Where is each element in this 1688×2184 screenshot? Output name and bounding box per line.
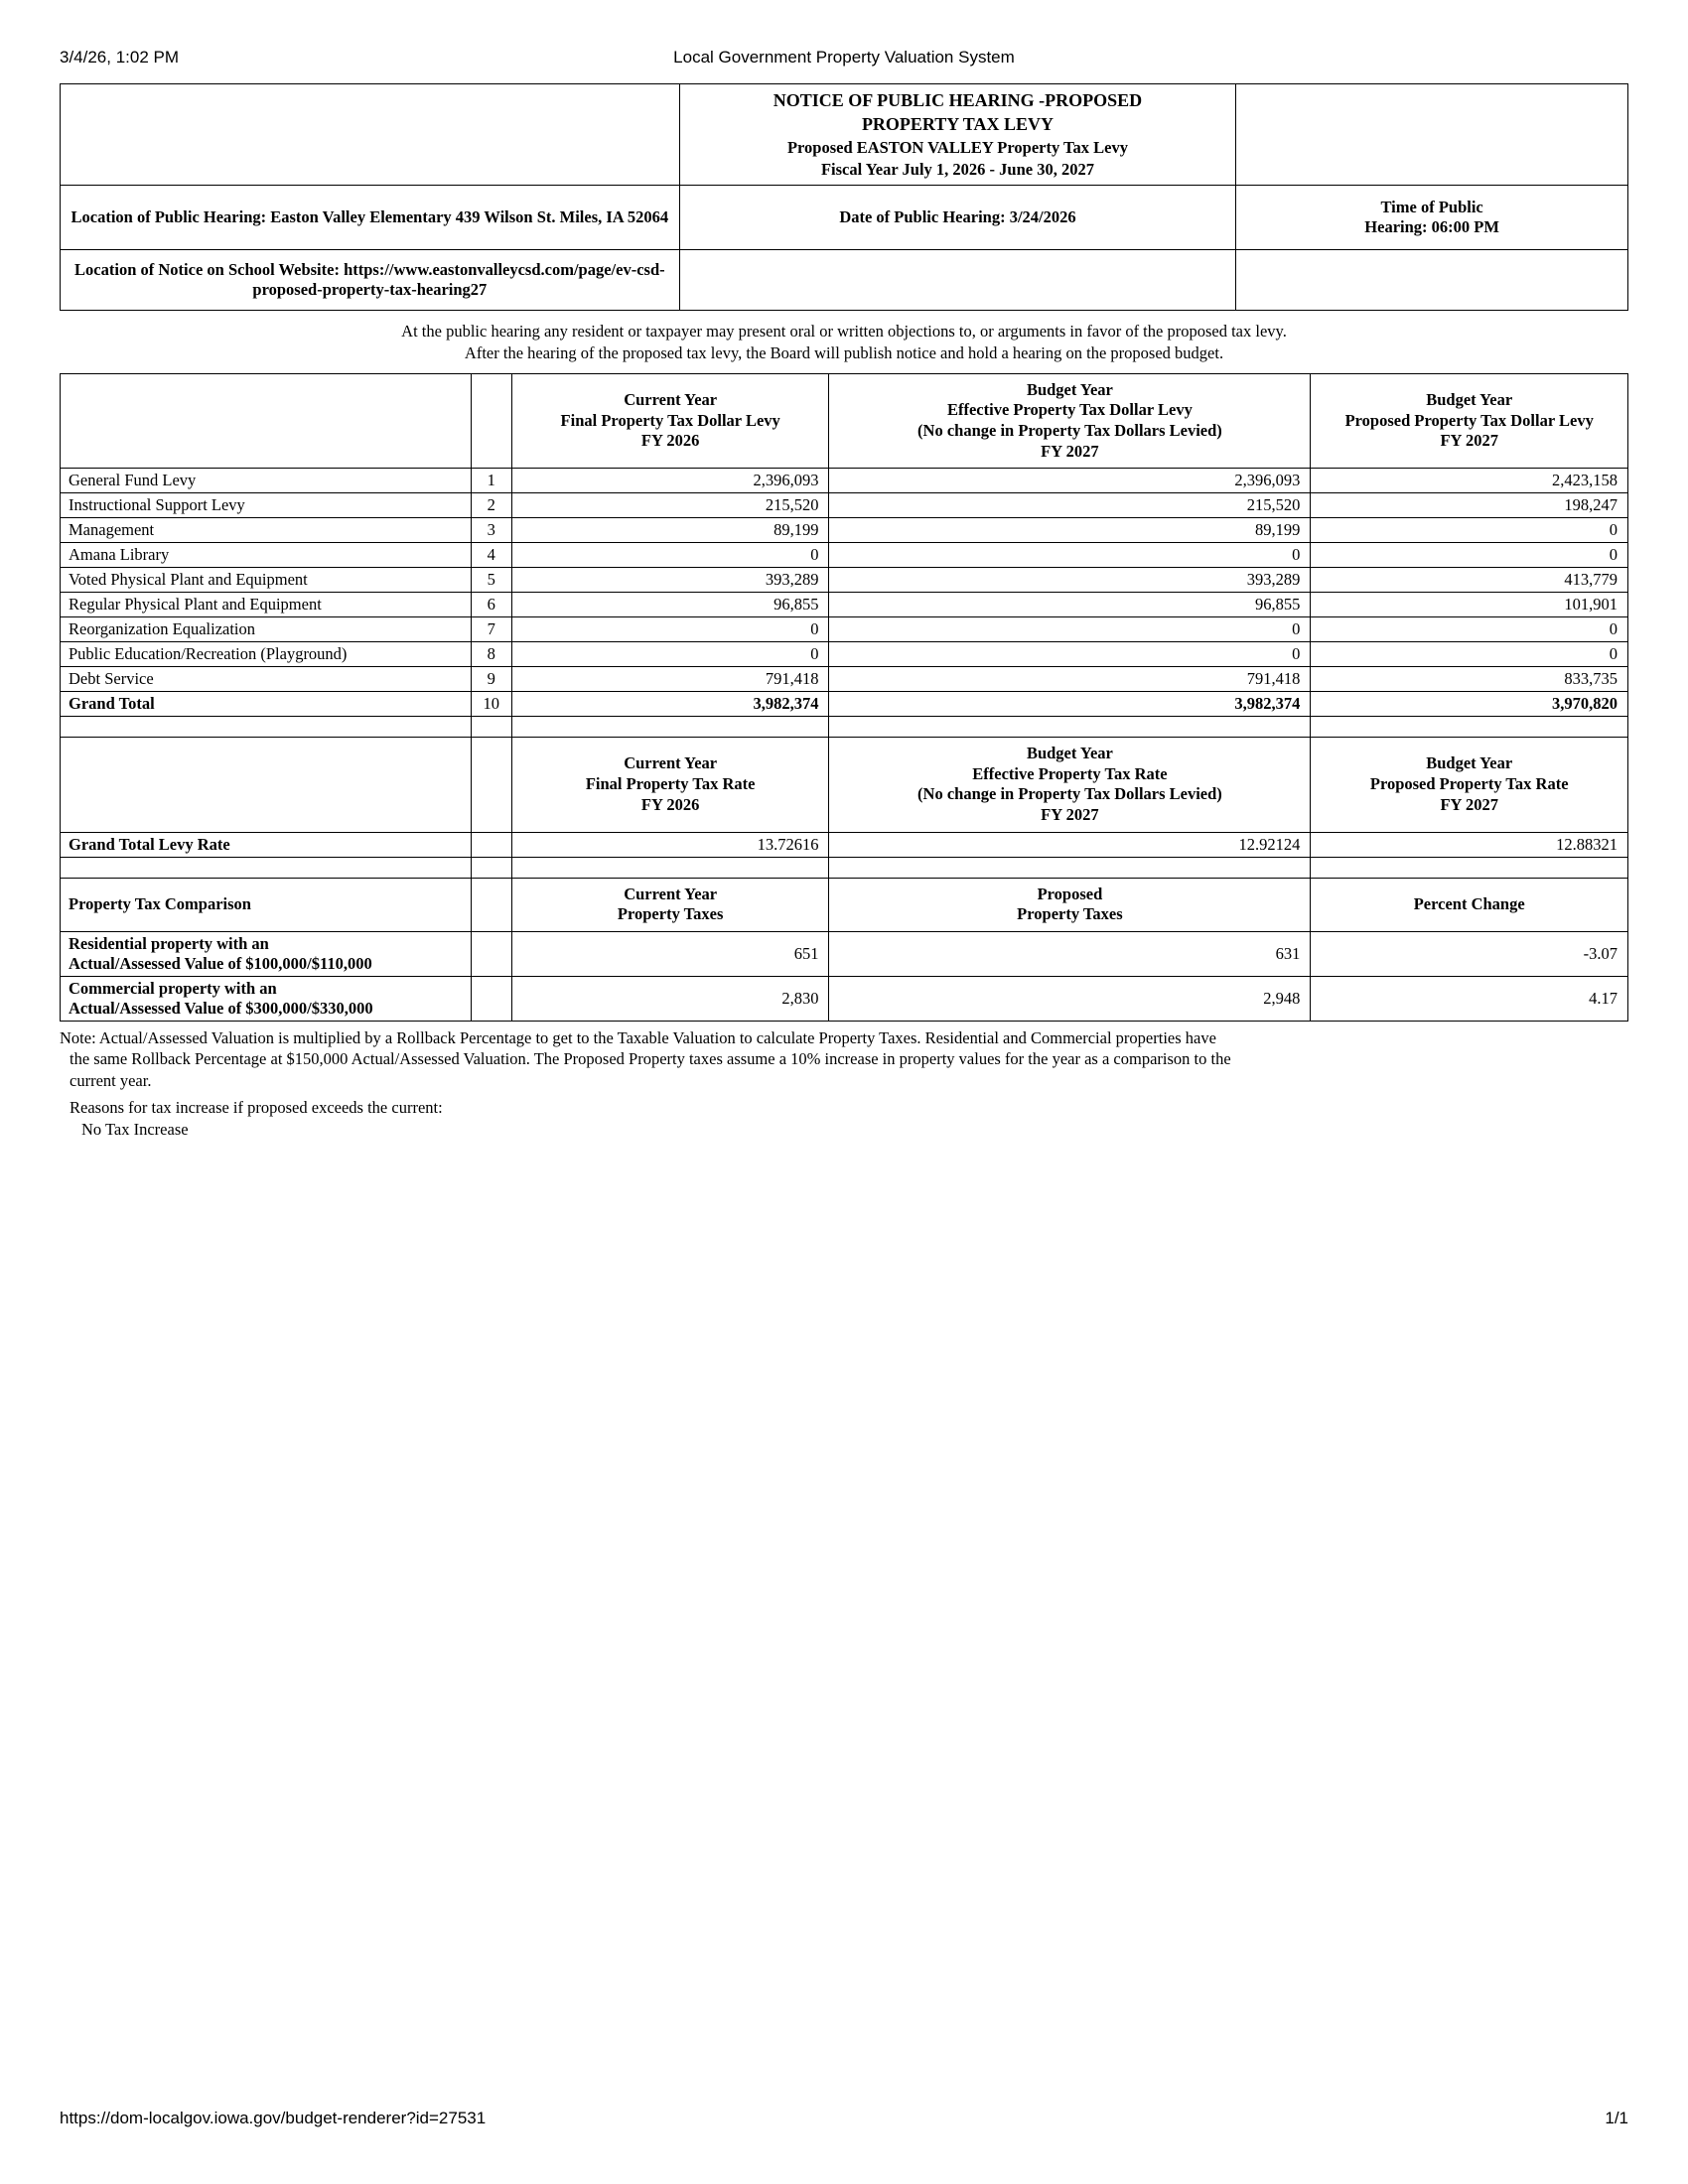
spacer-cell <box>1311 717 1628 738</box>
print-footer <box>60 2109 1628 2128</box>
date-of-hearing: Date of Public Hearing: 3/24/2026 <box>679 186 1236 250</box>
website-blank-cell-mid <box>679 250 1236 311</box>
levy-row-index: 9 <box>471 667 511 692</box>
levy-row-current: 0 <box>511 642 829 667</box>
print-header-title: Local Government Property Valuation System <box>673 48 1015 67</box>
comparison-row-index <box>471 976 511 1021</box>
comparison-row-label-l1: Commercial property with an <box>69 978 277 998</box>
levy-row-label: Debt Service <box>61 667 472 692</box>
comparison-row-residential <box>61 931 1628 976</box>
footnotes <box>60 1027 1628 1140</box>
table-row <box>61 667 1628 692</box>
comparison-header-current-l1: Current Year <box>624 884 718 903</box>
comparison-header-proposed-l2: Property Taxes <box>1017 904 1123 924</box>
levy-row-effective: 393,289 <box>829 568 1311 593</box>
table-row <box>61 493 1628 518</box>
spacer-cell <box>829 717 1311 738</box>
levy-row-current: 96,855 <box>511 593 829 617</box>
rate-header-effective-l2: Effective Property Tax Rate <box>972 763 1168 783</box>
comparison-row-label-l2: Actual/Assessed Value of $100,000/$110,000 <box>69 953 372 973</box>
levy-row-index: 7 <box>471 617 511 642</box>
levy-row-index: 2 <box>471 493 511 518</box>
comparison-header-percent: Percent Change <box>1311 878 1628 931</box>
levy-row-proposed: 3,970,820 <box>1311 692 1628 717</box>
levy-header-effective-l3: (No change in Property Tax Dollars Levied) <box>917 420 1222 440</box>
levy-row-proposed: 2,423,158 <box>1311 469 1628 493</box>
levy-row-proposed: 0 <box>1311 518 1628 543</box>
rate-header-current-l3: FY 2026 <box>640 794 700 814</box>
notice-title-line3: Proposed EASTON VALLEY Property Tax Levy <box>786 137 1128 157</box>
levy-row-proposed: 0 <box>1311 642 1628 667</box>
levy-row-label: Amana Library <box>61 543 472 568</box>
notice-title-row <box>61 84 1628 186</box>
comparison-row-percent: 4.17 <box>1311 976 1628 1021</box>
rate-row-index <box>471 832 511 857</box>
comparison-row-label-l1: Residential property with an <box>69 933 269 953</box>
levy-header-effective-l2: Effective Property Tax Dollar Levy <box>946 400 1193 420</box>
reasons-label: Reasons for tax increase if proposed exceeds the current: <box>70 1098 443 1118</box>
levy-row-current: 3,982,374 <box>511 692 829 717</box>
levy-row-effective: 215,520 <box>829 493 1311 518</box>
levy-spacer-row <box>61 717 1628 738</box>
rate-header-proposed-l3: FY 2027 <box>1440 794 1498 814</box>
comparison-row-percent: -3.07 <box>1311 931 1628 976</box>
spacer-cell <box>829 857 1311 878</box>
levy-row-current: 89,199 <box>511 518 829 543</box>
note-line1: Note: Actual/Assessed Valuation is multiplied by a Rollback Percentage to get to the Taxable Valuation to calculate Property Taxes. Residential and Commercial properties have <box>60 1027 1216 1047</box>
rate-header-proposed-l1: Budget Year <box>1426 753 1513 773</box>
comparison-header-current <box>511 878 829 931</box>
reasons-value: No Tax Increase <box>81 1119 189 1139</box>
table-row <box>61 617 1628 642</box>
levy-header-row <box>61 373 1628 469</box>
levy-row-label: Voted Physical Plant and Equipment <box>61 568 472 593</box>
hearing-note-line2: After the hearing of the proposed tax levy, the Board will publish notice and hold a hearing on the proposed budget. <box>464 343 1224 363</box>
rate-row-effective: 12.92124 <box>829 832 1311 857</box>
rate-total-row <box>61 832 1628 857</box>
comparison-row-label <box>61 931 472 976</box>
levy-row-proposed: 413,779 <box>1311 568 1628 593</box>
levy-row-label: General Fund Levy <box>61 469 472 493</box>
levy-row-current: 0 <box>511 617 829 642</box>
levy-row-index: 4 <box>471 543 511 568</box>
comparison-header-label: Property Tax Comparison <box>61 878 472 931</box>
levy-row-proposed: 198,247 <box>1311 493 1628 518</box>
levy-row-index: 10 <box>471 692 511 717</box>
levy-row-index: 1 <box>471 469 511 493</box>
note-line3: current year. <box>70 1070 152 1090</box>
notice-blank-cell-right <box>1236 84 1628 186</box>
footer-url: https://dom-localgov.iowa.gov/budget-renderer?id=27531 <box>60 2109 487 2127</box>
comparison-header-current-l2: Property Taxes <box>617 904 724 924</box>
levy-row-current: 791,418 <box>511 667 829 692</box>
levy-row-proposed: 833,735 <box>1311 667 1628 692</box>
levy-row-effective: 3,982,374 <box>829 692 1311 717</box>
levy-row-index: 6 <box>471 593 511 617</box>
levy-dollar-table <box>60 373 1628 1022</box>
levy-row-proposed: 0 <box>1311 543 1628 568</box>
levy-row-current: 2,396,093 <box>511 469 829 493</box>
levy-header-proposed-l1: Budget Year <box>1426 389 1513 409</box>
levy-header-effective-l1: Budget Year <box>1026 379 1113 399</box>
rate-header-proposed-l2: Proposed Property Tax Rate <box>1369 774 1569 794</box>
print-header <box>60 48 1628 69</box>
print-header-date: 3/4/26, 1:02 PM <box>60 48 180 67</box>
levy-row-effective: 0 <box>829 617 1311 642</box>
hearing-note <box>60 321 1628 365</box>
table-row-grand-total <box>61 692 1628 717</box>
comparison-header-proposed <box>829 878 1311 931</box>
website-notice-location: Location of Notice on School Website: https://www.eastonvalleycsd.com/page/ev-csd-proposed-property-tax-hearing27 <box>61 250 680 311</box>
levy-row-index: 3 <box>471 518 511 543</box>
comparison-header-row <box>61 878 1628 931</box>
levy-row-effective: 89,199 <box>829 518 1311 543</box>
spacer-cell <box>61 717 472 738</box>
table-row <box>61 518 1628 543</box>
levy-header-current-l3: FY 2026 <box>640 431 700 451</box>
note-line2: the same Rollback Percentage at $150,000 Actual/Assessed Valuation. The Proposed Property taxes assume a 10% increase in property values for the year as a comparison to the <box>70 1049 1231 1069</box>
rate-header-proposed <box>1311 738 1628 833</box>
levy-header-proposed-l2: Proposed Property Tax Dollar Levy <box>1344 410 1594 430</box>
levy-header-index <box>471 373 511 469</box>
time-of-hearing <box>1236 186 1628 250</box>
levy-row-effective: 0 <box>829 642 1311 667</box>
rate-header-effective <box>829 738 1311 833</box>
levy-header-effective <box>829 373 1311 469</box>
comparison-row-index <box>471 931 511 976</box>
rate-header-effective-l4: FY 2027 <box>1041 805 1099 825</box>
levy-row-label: Instructional Support Levy <box>61 493 472 518</box>
spacer-cell <box>471 717 511 738</box>
comparison-row-proposed: 2,948 <box>829 976 1311 1021</box>
rate-header-effective-l3: (No change in Property Tax Dollars Levied) <box>917 784 1222 804</box>
levy-row-proposed: 101,901 <box>1311 593 1628 617</box>
notice-title-line4: Fiscal Year July 1, 2026 - June 30, 2027 <box>820 159 1094 179</box>
notice-blank-cell-left <box>61 84 680 186</box>
time-of-hearing-line1: Time of Public <box>1380 197 1483 216</box>
comparison-row-proposed: 631 <box>829 931 1311 976</box>
comparison-row-current: 2,830 <box>511 976 829 1021</box>
table-row <box>61 642 1628 667</box>
levy-row-current: 393,289 <box>511 568 829 593</box>
table-row <box>61 593 1628 617</box>
levy-row-effective: 96,855 <box>829 593 1311 617</box>
location-of-hearing: Location of Public Hearing: Easton Valley Elementary 439 Wilson St. Miles, IA 52064 <box>61 186 680 250</box>
levy-header-current-l2: Final Property Tax Dollar Levy <box>560 410 780 430</box>
notice-title-line1: NOTICE OF PUBLIC HEARING -PROPOSED <box>773 90 1143 110</box>
comparison-header-proposed-l1: Proposed <box>1037 884 1103 903</box>
rate-row-current: 13.72616 <box>511 832 829 857</box>
levy-row-effective: 0 <box>829 543 1311 568</box>
rate-row-label: Grand Total Levy Rate <box>61 832 472 857</box>
rate-header-blank <box>61 738 472 833</box>
levy-header-current-l1: Current Year <box>624 389 718 409</box>
time-of-hearing-line2: Hearing: 06:00 PM <box>1364 217 1499 237</box>
comparison-row-current: 651 <box>511 931 829 976</box>
levy-row-current: 0 <box>511 543 829 568</box>
spacer-cell <box>511 717 829 738</box>
hearing-note-line1: At the public hearing any resident or taxpayer may present oral or written objections to, or arguments in favor of the proposed tax levy. <box>401 322 1287 341</box>
table-row <box>61 568 1628 593</box>
levy-row-label: Regular Physical Plant and Equipment <box>61 593 472 617</box>
comparison-row-commercial <box>61 976 1628 1021</box>
spacer-cell <box>511 857 829 878</box>
website-blank-cell-right <box>1236 250 1628 311</box>
notice-header-table <box>60 83 1628 311</box>
levy-row-label: Grand Total <box>61 692 472 717</box>
levy-row-current: 215,520 <box>511 493 829 518</box>
rate-header-current <box>511 738 829 833</box>
rate-header-current-l1: Current Year <box>624 753 718 773</box>
levy-header-proposed-l3: FY 2027 <box>1440 431 1498 451</box>
levy-row-effective: 2,396,093 <box>829 469 1311 493</box>
levy-header-effective-l4: FY 2027 <box>1041 441 1099 461</box>
levy-row-index: 8 <box>471 642 511 667</box>
notice-location-row <box>61 186 1628 250</box>
levy-row-index: 5 <box>471 568 511 593</box>
table-row <box>61 469 1628 493</box>
rate-header-current-l2: Final Property Tax Rate <box>585 774 756 794</box>
spacer-cell <box>471 857 511 878</box>
spacer-cell <box>1311 857 1628 878</box>
levy-header-blank <box>61 373 472 469</box>
comparison-row-label-l2: Actual/Assessed Value of $300,000/$330,000 <box>69 998 373 1018</box>
levy-header-proposed <box>1311 373 1628 469</box>
spacer-cell <box>61 857 472 878</box>
notice-title-cell <box>679 84 1236 186</box>
rate-header-index <box>471 738 511 833</box>
notice-website-row <box>61 250 1628 311</box>
levy-row-effective: 791,418 <box>829 667 1311 692</box>
comparison-header-index <box>471 878 511 931</box>
levy-row-proposed: 0 <box>1311 617 1628 642</box>
levy-row-label: Reorganization Equalization <box>61 617 472 642</box>
notice-title-line2: PROPERTY TAX LEVY <box>861 114 1054 135</box>
levy-row-label: Management <box>61 518 472 543</box>
table-row <box>61 543 1628 568</box>
comparison-row-label <box>61 976 472 1021</box>
footer-page-number: 1/1 <box>1605 2109 1628 2127</box>
rate-header-effective-l1: Budget Year <box>1026 744 1113 763</box>
rate-header-row <box>61 738 1628 833</box>
rate-row-proposed: 12.88321 <box>1311 832 1628 857</box>
rate-spacer-row <box>61 857 1628 878</box>
levy-row-label: Public Education/Recreation (Playground) <box>61 642 472 667</box>
levy-header-current <box>511 373 829 469</box>
